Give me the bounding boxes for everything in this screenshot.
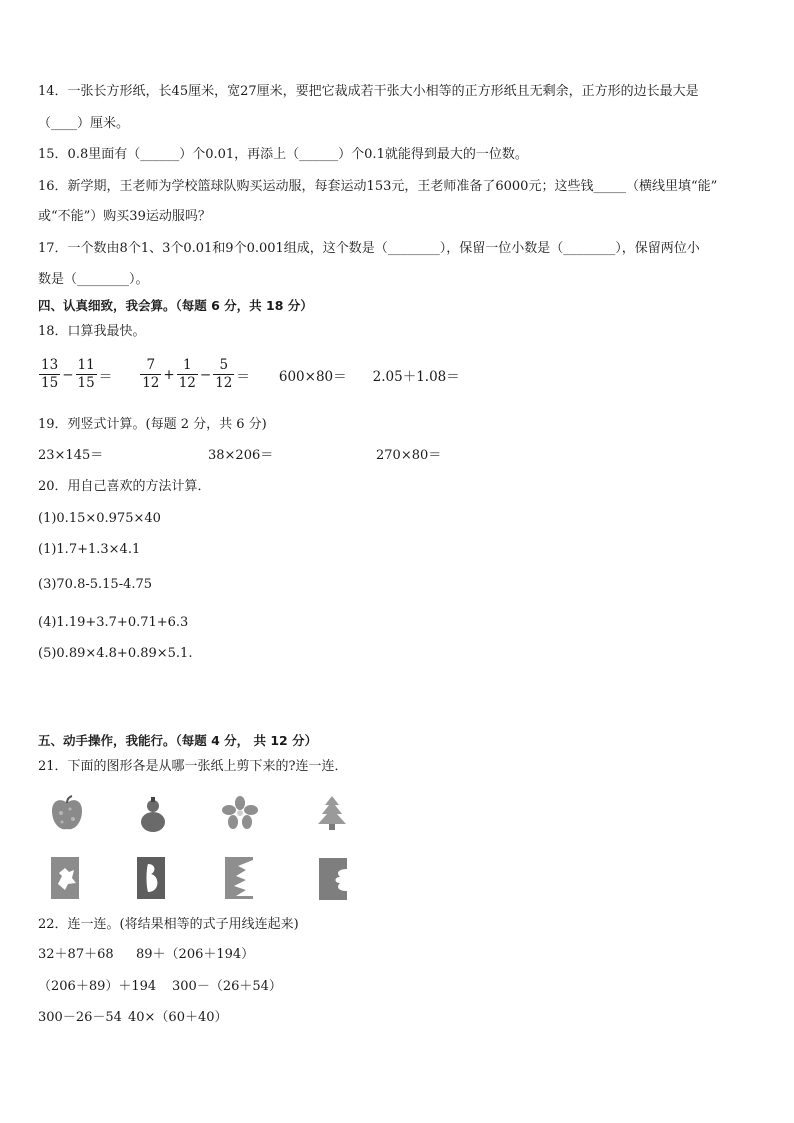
q21-title: 21．下面的图形各是从哪一张纸上剪下来的?连一连． bbox=[38, 759, 348, 774]
q22-right-3: 40×（60＋40） bbox=[128, 1010, 228, 1025]
fraction-7-12: $\frac{7}{12}$ bbox=[142, 357, 160, 391]
q18-expressions: $\frac{13}{15}$ − $\frac{11}{15}$ ＝ $\frac{7}{12}$ + $\frac{1}{12}$ − $\frac{5}{12}$ ＝ 600×80＝ 2.05＋1.08＝ bbox=[41, 357, 460, 391]
q20-item-2: (1)1.7+1.3×4.1 bbox=[38, 542, 141, 557]
q22-right-1: 89＋（206＋194） bbox=[136, 947, 255, 962]
q22-left-1: 32＋87＋68 bbox=[38, 947, 114, 962]
q14-line1: 14．一张长方形纸，长45厘米，宽27厘米，要把它裁成若干张大小相等的正方形纸且无剩余，正方形的边长最大是 bbox=[38, 84, 699, 99]
q15-text: 15．0.8里面有（______）个0.01，再添上（______）个0.1就能得到最大的一位数。 bbox=[38, 147, 528, 162]
q18-title: 18．口算我最快。 bbox=[38, 324, 146, 339]
q16-line2: 或“不能”）购买39运动服吗？ bbox=[38, 209, 211, 224]
q14-line2: （____）厘米。 bbox=[38, 116, 130, 131]
section4-title: 四、认真细致，我会算。（每题 6 分，共 18 分） bbox=[38, 298, 313, 313]
q18-expr-600x80: 600×80＝ bbox=[278, 368, 347, 385]
q18-expr-2.05+1.08: 2.05＋1.08＝ bbox=[372, 368, 460, 385]
paper-with-flower-cutout bbox=[318, 857, 348, 901]
tree-shape bbox=[315, 794, 349, 832]
paper-with-leaf-cutout bbox=[50, 856, 80, 900]
q22-left-3: 300－26－54 bbox=[38, 1010, 122, 1025]
q22-right-2: 300－（26＋54） bbox=[172, 979, 282, 994]
fraction-11-15: $\frac{11}{15}$ bbox=[77, 357, 95, 391]
q20-item-4: (4)1.19+3.7+0.71+6.3 bbox=[38, 615, 189, 630]
flower-shape bbox=[222, 796, 258, 830]
q17-line1: 17．一个数由8个1、3个0.01和9个0.001组成，这个数是（________），保留一位小数是（________），保留两位小 bbox=[38, 241, 700, 256]
q16-line1: 16．新学期，王老师为学校篮球队购买运动服，每套运动153元，王老师准备了6000元；这些钱_____（横线里填“能” bbox=[38, 179, 718, 194]
q19-item-3: 270×80＝ bbox=[376, 448, 442, 463]
q20-item-5: (5)0.89×4.8+0.89×5.1. bbox=[38, 646, 193, 661]
q17-line2: 数是（________）。 bbox=[38, 272, 149, 287]
fraction-5-12: $\frac{5}{12}$ bbox=[215, 357, 233, 391]
q19-item-1: 23×145＝ bbox=[38, 448, 104, 463]
q20-item-1: (1)0.15×0.975×40 bbox=[38, 511, 161, 526]
fraction-13-15: $\frac{13}{15}$ bbox=[41, 357, 59, 391]
q20-title: 20．用自己喜欢的方法计算． bbox=[38, 479, 211, 494]
q19-title: 19．列竖式计算。(每题 2 分，共 6 分) bbox=[38, 417, 267, 432]
fraction-1-12: $\frac{1}{12}$ bbox=[178, 357, 196, 391]
gourd-shape bbox=[135, 796, 171, 834]
paper-with-gourd-cutout bbox=[136, 856, 166, 900]
apple-shape bbox=[48, 795, 86, 833]
paper-with-tree-cutout bbox=[224, 856, 254, 900]
q20-item-3: (3)70.8-5.15-4.75 bbox=[38, 577, 153, 592]
q22-left-2: （206＋89）＋194 bbox=[38, 979, 157, 994]
q22-title: 22．连一连。(将结果相等的式子用线连起来) bbox=[38, 917, 299, 932]
q19-item-2: 38×206＝ bbox=[208, 448, 274, 463]
section5-title: 五、动手操作，我能行。（每题 4 分， 共 12 分） bbox=[38, 733, 318, 748]
